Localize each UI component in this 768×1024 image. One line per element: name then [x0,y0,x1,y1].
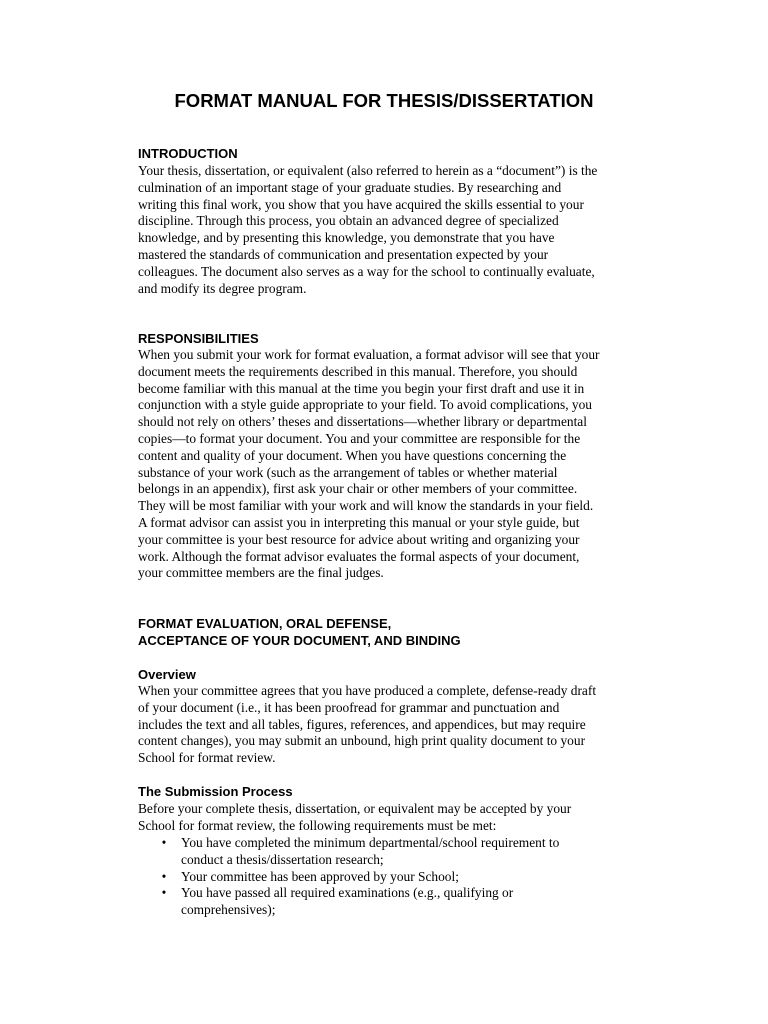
introduction-heading: INTRODUCTION [138,146,238,161]
paragraph-line: your committee members are the final judges. [138,565,384,581]
paragraph-line: knowledge, and by presenting this knowledge, you demonstrate that you have [138,230,555,246]
paragraph-line: conjunction with a style guide appropriate to your field. To avoid complications, you [138,397,592,413]
paragraph-line: content and quality of your document. When you have questions concerning the [138,447,567,463]
paragraph-line: of your document (i.e., it has been proofread for grammar and punctuation and [138,699,560,715]
paragraph-line: document meets the requirements described in this manual. Therefore, you should [138,363,578,379]
paragraph-line: When your committee agrees that you have produced a complete, defense-ready draft [138,683,597,698]
paragraph-line: become familiar with this manual at the time you begin your first draft and use it in [138,380,585,396]
list-item [138,869,638,886]
bullet-line: comprehensives); [181,902,276,918]
paragraph-line: A format advisor can assist you in interpreting this manual or your style guide, but [138,514,580,530]
bullet-line: Your committee has been approved by your School; [181,868,459,884]
paragraph-line: belongs in an appendix), first ask your chair or other members of your committee. [138,481,578,497]
format-evaluation-heading-line2: ACCEPTANCE OF YOUR DOCUMENT, AND BINDING [138,633,461,648]
bullet-line: You have passed all required examinations (e.g., qualifying or [181,885,514,901]
paragraph-line: School for format review. [138,750,276,766]
paragraph-line: includes the text and all tables, figures, references, and appendices, but may require [138,716,586,732]
paragraph-line: School for format review, the following requirements must be met: [138,817,497,833]
introduction-paragraph [138,163,638,297]
responsibilities-heading: RESPONSIBILITIES [138,331,259,346]
submission-heading: The Submission Process [138,784,293,799]
document-title: FORMAT MANUAL FOR THESIS/DISSERTATION [174,90,594,111]
format-evaluation-heading-line1: FORMAT EVALUATION, ORAL DEFENSE, [138,616,392,631]
paragraph-line: mastered the standards of communication and presentation expected by your [138,246,549,262]
requirements-bullet-list [138,835,638,919]
bullet-icon: • [161,868,167,884]
bullet-line: conduct a thesis/dissertation research; [181,851,384,867]
paragraph-line: your committee is your best resource for advice about writing and organizing your [138,531,580,547]
submission-paragraph [138,801,638,835]
paragraph-line: They will be most familiar with your work and will know the standards in your field. [138,498,594,514]
paragraph-line: culmination of an important stage of your graduate studies. By researching and [138,179,562,195]
paragraph-line: work. Although the format advisor evaluates the formal aspects of your document, [138,548,580,564]
paragraph-line: copies—to format your document. You and your committee are responsible for the [138,430,581,446]
overview-paragraph [138,683,638,767]
paragraph-line: When you submit your work for format evaluation, a format advisor will see that your [138,347,600,362]
paragraph-line: substance of your work (such as the arrangement of tables or whether material [138,464,558,480]
paragraph-line: content changes), you may submit an unbound, high print quality document to your [138,733,586,749]
paragraph-line: Your thesis, dissertation, or equivalent (also referred to herein as a “document”) is the [138,163,598,178]
overview-heading: Overview [138,667,196,682]
paragraph-line: should not rely on others’ theses and dissertations—whether library or departmental [138,414,587,430]
paragraph-line: colleagues. The document also serves as a way for the school to continually evaluate, [138,263,595,279]
paragraph-line: discipline. Through this process, you obtain an advanced degree of specialized [138,213,559,229]
bullet-icon: • [161,835,167,850]
bullet-icon: • [161,885,167,901]
bullet-line: You have completed the minimum departmental/school requirement to [181,835,560,850]
paragraph-line: writing this final work, you show that you have acquired the skills essential to your [138,196,584,212]
responsibilities-paragraph [138,347,638,582]
list-item [138,835,638,869]
paragraph-line: Before your complete thesis, dissertation, or equivalent may be accepted by your [138,801,572,816]
list-item [138,885,638,919]
paragraph-line: and modify its degree program. [138,280,307,296]
